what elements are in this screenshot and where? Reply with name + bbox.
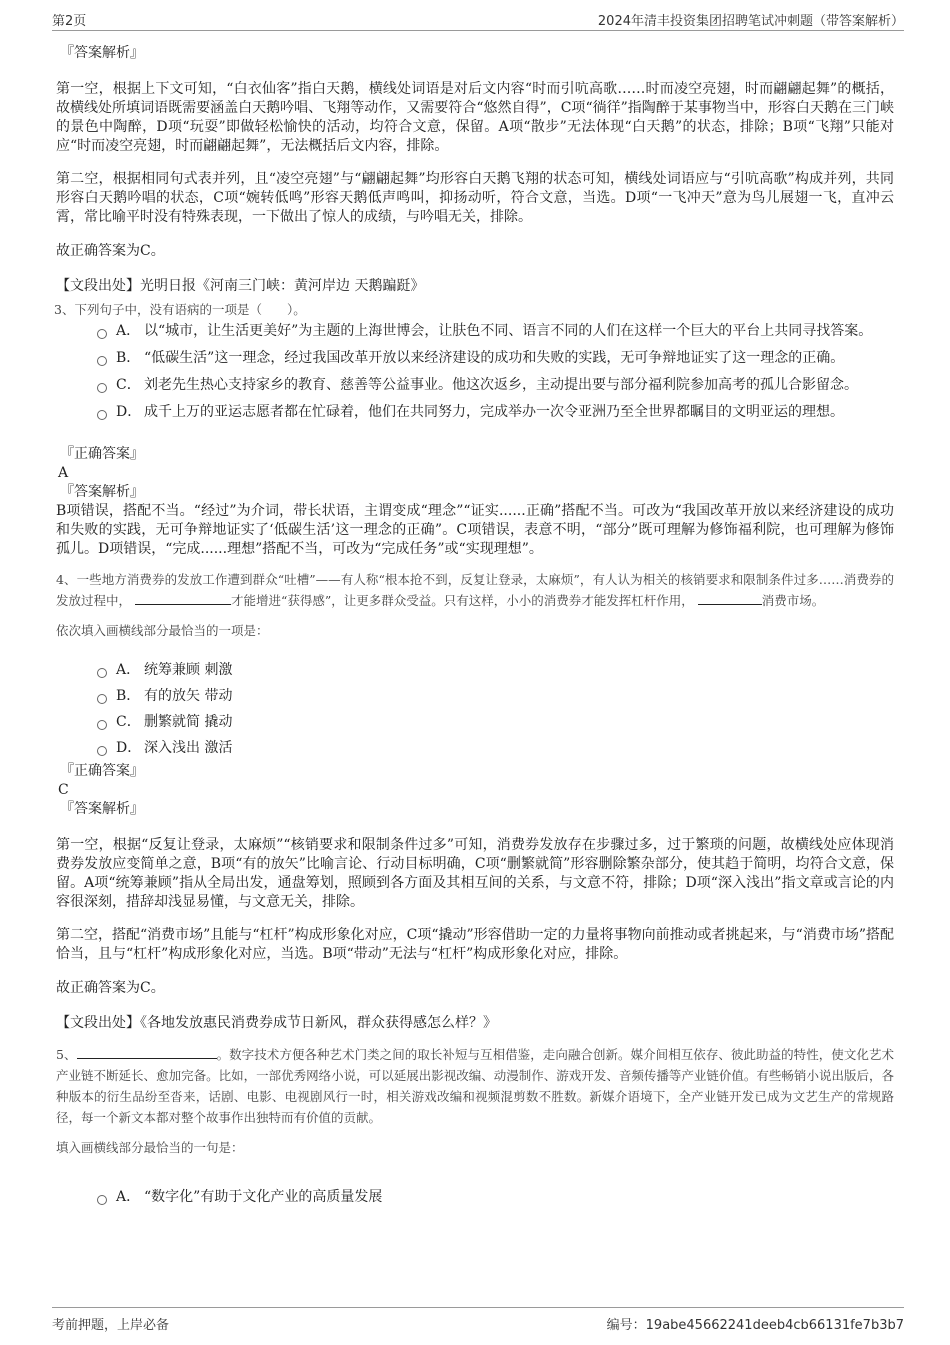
document-body	[56, 44, 894, 1208]
option-text: 刘老先生热心支持家乡的教育、慈善等公益事业。他这次返乡，主动提出要与部分福利院参加高考的孤儿合影留念。	[144, 377, 858, 393]
option-text: 统筹兼顾 刺激	[144, 662, 233, 678]
q4-stem	[56, 569, 894, 611]
q4-correct-label: 『正确答案』	[60, 763, 144, 779]
q3-options	[56, 321, 894, 423]
blank-1	[77, 1046, 217, 1059]
radio-button-c[interactable]	[97, 720, 107, 730]
q4-option-b[interactable]	[56, 686, 894, 707]
q2-source: 【文段出处】光明日报《河南三门峡：黄河岸边 天鹅蹁跹》	[56, 278, 425, 294]
q5-options	[56, 1187, 894, 1208]
radio-button-a[interactable]	[97, 668, 107, 678]
q3-option-d[interactable]	[56, 402, 894, 423]
q4-source: 【文段出处】《各地发放惠民消费券成节日新风，群众获得感怎么样？》	[56, 1015, 497, 1031]
q5-stem-text: 。数字技术方便各种艺术门类之间的取长补短与互相借鉴，走向融合创新。媒介间相互依存、彼此助益的特性，使文化艺术产业链不断延长、愈加完备。比如，一部优秀网络小说，可以延展出影视改编、动漫制作、游戏开发、音频传播等产业链价值。有些畅销小说出版后，各种版本的衍生品纷至沓来，话剧、电影、电视剧风行一时，相关游戏改编和视频混剪数不胜数。新媒介语境下，全产业链开发已成为文艺生产的常规路径，每一个新文本都对整个故事作出独特而有价值的贡献。	[56, 1047, 894, 1125]
blank-2	[698, 592, 762, 605]
option-letter: D．	[116, 404, 142, 420]
q3-analysis-label: 『答案解析』	[60, 484, 144, 500]
blank-1	[135, 592, 231, 605]
q3-correct-label: 『正确答案』	[60, 446, 144, 462]
q4-analysis-label: 『答案解析』	[60, 801, 144, 817]
option-text: “数字化”有助于文化产业的高质量发展	[144, 1189, 383, 1205]
option-letter: C．	[116, 377, 141, 393]
option-letter: D．	[116, 740, 142, 756]
option-text: 删繁就简 撬动	[144, 714, 233, 730]
option-letter: A．	[116, 1189, 141, 1205]
q2-analysis-label: 『答案解析』	[60, 45, 144, 61]
q4-conclusion: 故正确答案为C。	[56, 980, 165, 996]
q4-analysis-para2: 第二空，搭配“消费市场”且能与“杠杆”构成形象化对应，C项“撬动”形容借助一定的力量将事物向前推动或者挑起来，与“消费市场”搭配恰当，且与“杠杆”构成形象化对应，当选。B项“带动”无法与“杠杆”构成形象化对应，排除。	[56, 927, 894, 962]
q4-options	[56, 660, 894, 759]
option-letter: A．	[116, 323, 141, 339]
radio-button-a[interactable]	[97, 1195, 107, 1205]
q4-option-a[interactable]	[56, 660, 894, 681]
option-text: 以“城市，让生活更美好”为主题的上海世博会，让肤色不同、语言不同的人们在这样一个巨大的平台上共同寻找答案。	[144, 323, 873, 339]
option-text: 有的放矢 带动	[144, 688, 233, 704]
q4-correct-answer: C	[58, 782, 69, 798]
q3-option-c[interactable]	[56, 375, 894, 396]
option-text: 成千上万的亚运志愿者都在忙碌着，他们在共同努力，完成举办一次令亚洲乃至全世界都瞩目的文明亚运的理想。	[144, 404, 844, 420]
option-text: “低碳生活”这一理念，经过我国改革开放以来经济建设的成功和失败的实践，无可争辩地证实了这一理念的正确。	[144, 350, 845, 366]
page-footer	[52, 1307, 904, 1332]
footer-slogan: 考前押题，上岸必备	[52, 1318, 170, 1333]
option-letter: A．	[116, 662, 141, 678]
q4-stem-c: 消费市场。	[761, 593, 825, 608]
radio-button-b[interactable]	[97, 356, 107, 366]
document-title: 2024年清丰投资集团招聘笔试冲刺题（带答案解析）	[597, 14, 904, 29]
q4-stem-b: 才能增进“获得感”，让更多群众受益。只有这样，小小的消费券才能发挥杠杆作用，	[231, 593, 694, 608]
page-number: 第2页	[52, 14, 87, 29]
q3-analysis: B项错误，搭配不当。“经过”为介词，带长状语，主谓变成“理念”“证实......正确”搭配不当。可改为“我国改革开放以来经济建设的成功和失败的实践，无可争辩地证实了‘低碳生活’这一理念的正确”。C项错误，表意不明，“部分”既可理解为修饰福利院，也可理解为修饰孤儿。D项错误，“完成......理想”搭配不当，可改为“完成任务”或“实现理想”。	[56, 503, 894, 557]
q5-number: 5、	[56, 1047, 77, 1062]
q3-correct-answer: A	[58, 465, 69, 481]
q4-option-c[interactable]	[56, 712, 894, 733]
q4-analysis-para1: 第一空，根据“反复让登录，太麻烦”“核销要求和限制条件过多”可知，消费券发放存在步骤过多，过于繁琐的问题，故横线处应体现消费券发放应变简单之意，B项“有的放矢”比喻言论、行动目标明确，C项“删繁就简”形容删除繁杂部分，使其趋于简明，均符合文意，保留。A项“统筹兼顾”指从全局出发，通盘筹划，照顾到各方面及其相互间的关系，与文意不符，排除；D项“深入浅出”指文章或言论的内容很深刻，措辞却浅显易懂，与文意无关，排除。	[56, 837, 894, 910]
document-id: 编号：19abe45662241deeb4cb66131fe7b3b7	[606, 1318, 904, 1333]
radio-button-d[interactable]	[97, 410, 107, 420]
q5-stem	[56, 1044, 894, 1128]
option-letter: C．	[116, 714, 141, 730]
radio-button-d[interactable]	[97, 746, 107, 756]
q4-stem-a: 4、一些地方消费券的发放工作遭到群众“吐槽”——有人称“根本抢不到，反复让登录，太麻烦”，有人认为相关的核销要求和限制条件过多……消费券的发放过程中，	[56, 572, 894, 608]
q5-prompt: 填入画横线部分最恰当的一句是：	[56, 1140, 244, 1155]
option-letter: B．	[116, 350, 141, 366]
option-text: 深入浅出 激活	[144, 740, 233, 756]
q4-option-d[interactable]	[56, 738, 894, 759]
option-letter: B．	[116, 688, 141, 704]
q5-option-a[interactable]	[56, 1187, 894, 1208]
q2-conclusion: 故正确答案为C。	[56, 243, 165, 259]
q2-analysis-para2: 第二空，根据相同句式表并列，且“凌空亮翅”与“翩翩起舞”均形容白天鹅飞翔的状态可知，横线处词语应与“引吭高歌”构成并列，共同形容白天鹅吟唱的状态，C项“婉转低鸣”形容天鹅低声鸣叫，抑扬动听，符合文意，当选。D项“一飞冲天”意为鸟儿展翅一飞，直冲云霄，常比喻平时没有特殊表现，一下做出了惊人的成绩，与吟唱无关，排除。	[56, 171, 894, 225]
q2-analysis-para1: 第一空，根据上下文可知，“白衣仙客”指白天鹅，横线处词语是对后文内容“时而引吭高歌……时而凌空亮翅，时而翩翩起舞”的概括，故横线处所填词语既需要涵盖白天鹅吟唱、飞翔等动作，又需要符合“悠然自得”，C项“徜徉”指陶醉于某事物当中，形容白天鹅在三门峡的景色中陶醉，D项“玩耍”即做轻松愉快的活动，均符合文意，保留。A项“散步”无法体现“白天鹅”的状态，排除；B项“飞翔”只能对应“时而凌空亮翅，时而翩翩起舞”，无法概括后文内容，排除。	[56, 81, 894, 154]
q3-option-b[interactable]	[56, 348, 894, 369]
radio-button-a[interactable]	[97, 329, 107, 339]
q3-stem: 3、下列句子中，没有语病的一项是（ ）。	[54, 302, 306, 317]
radio-button-b[interactable]	[97, 694, 107, 704]
radio-button-c[interactable]	[97, 383, 107, 393]
q4-prompt: 依次填入画横线部分最恰当的一项是：	[56, 623, 269, 638]
page-header	[52, 8, 904, 31]
q3-option-a[interactable]	[56, 321, 894, 342]
